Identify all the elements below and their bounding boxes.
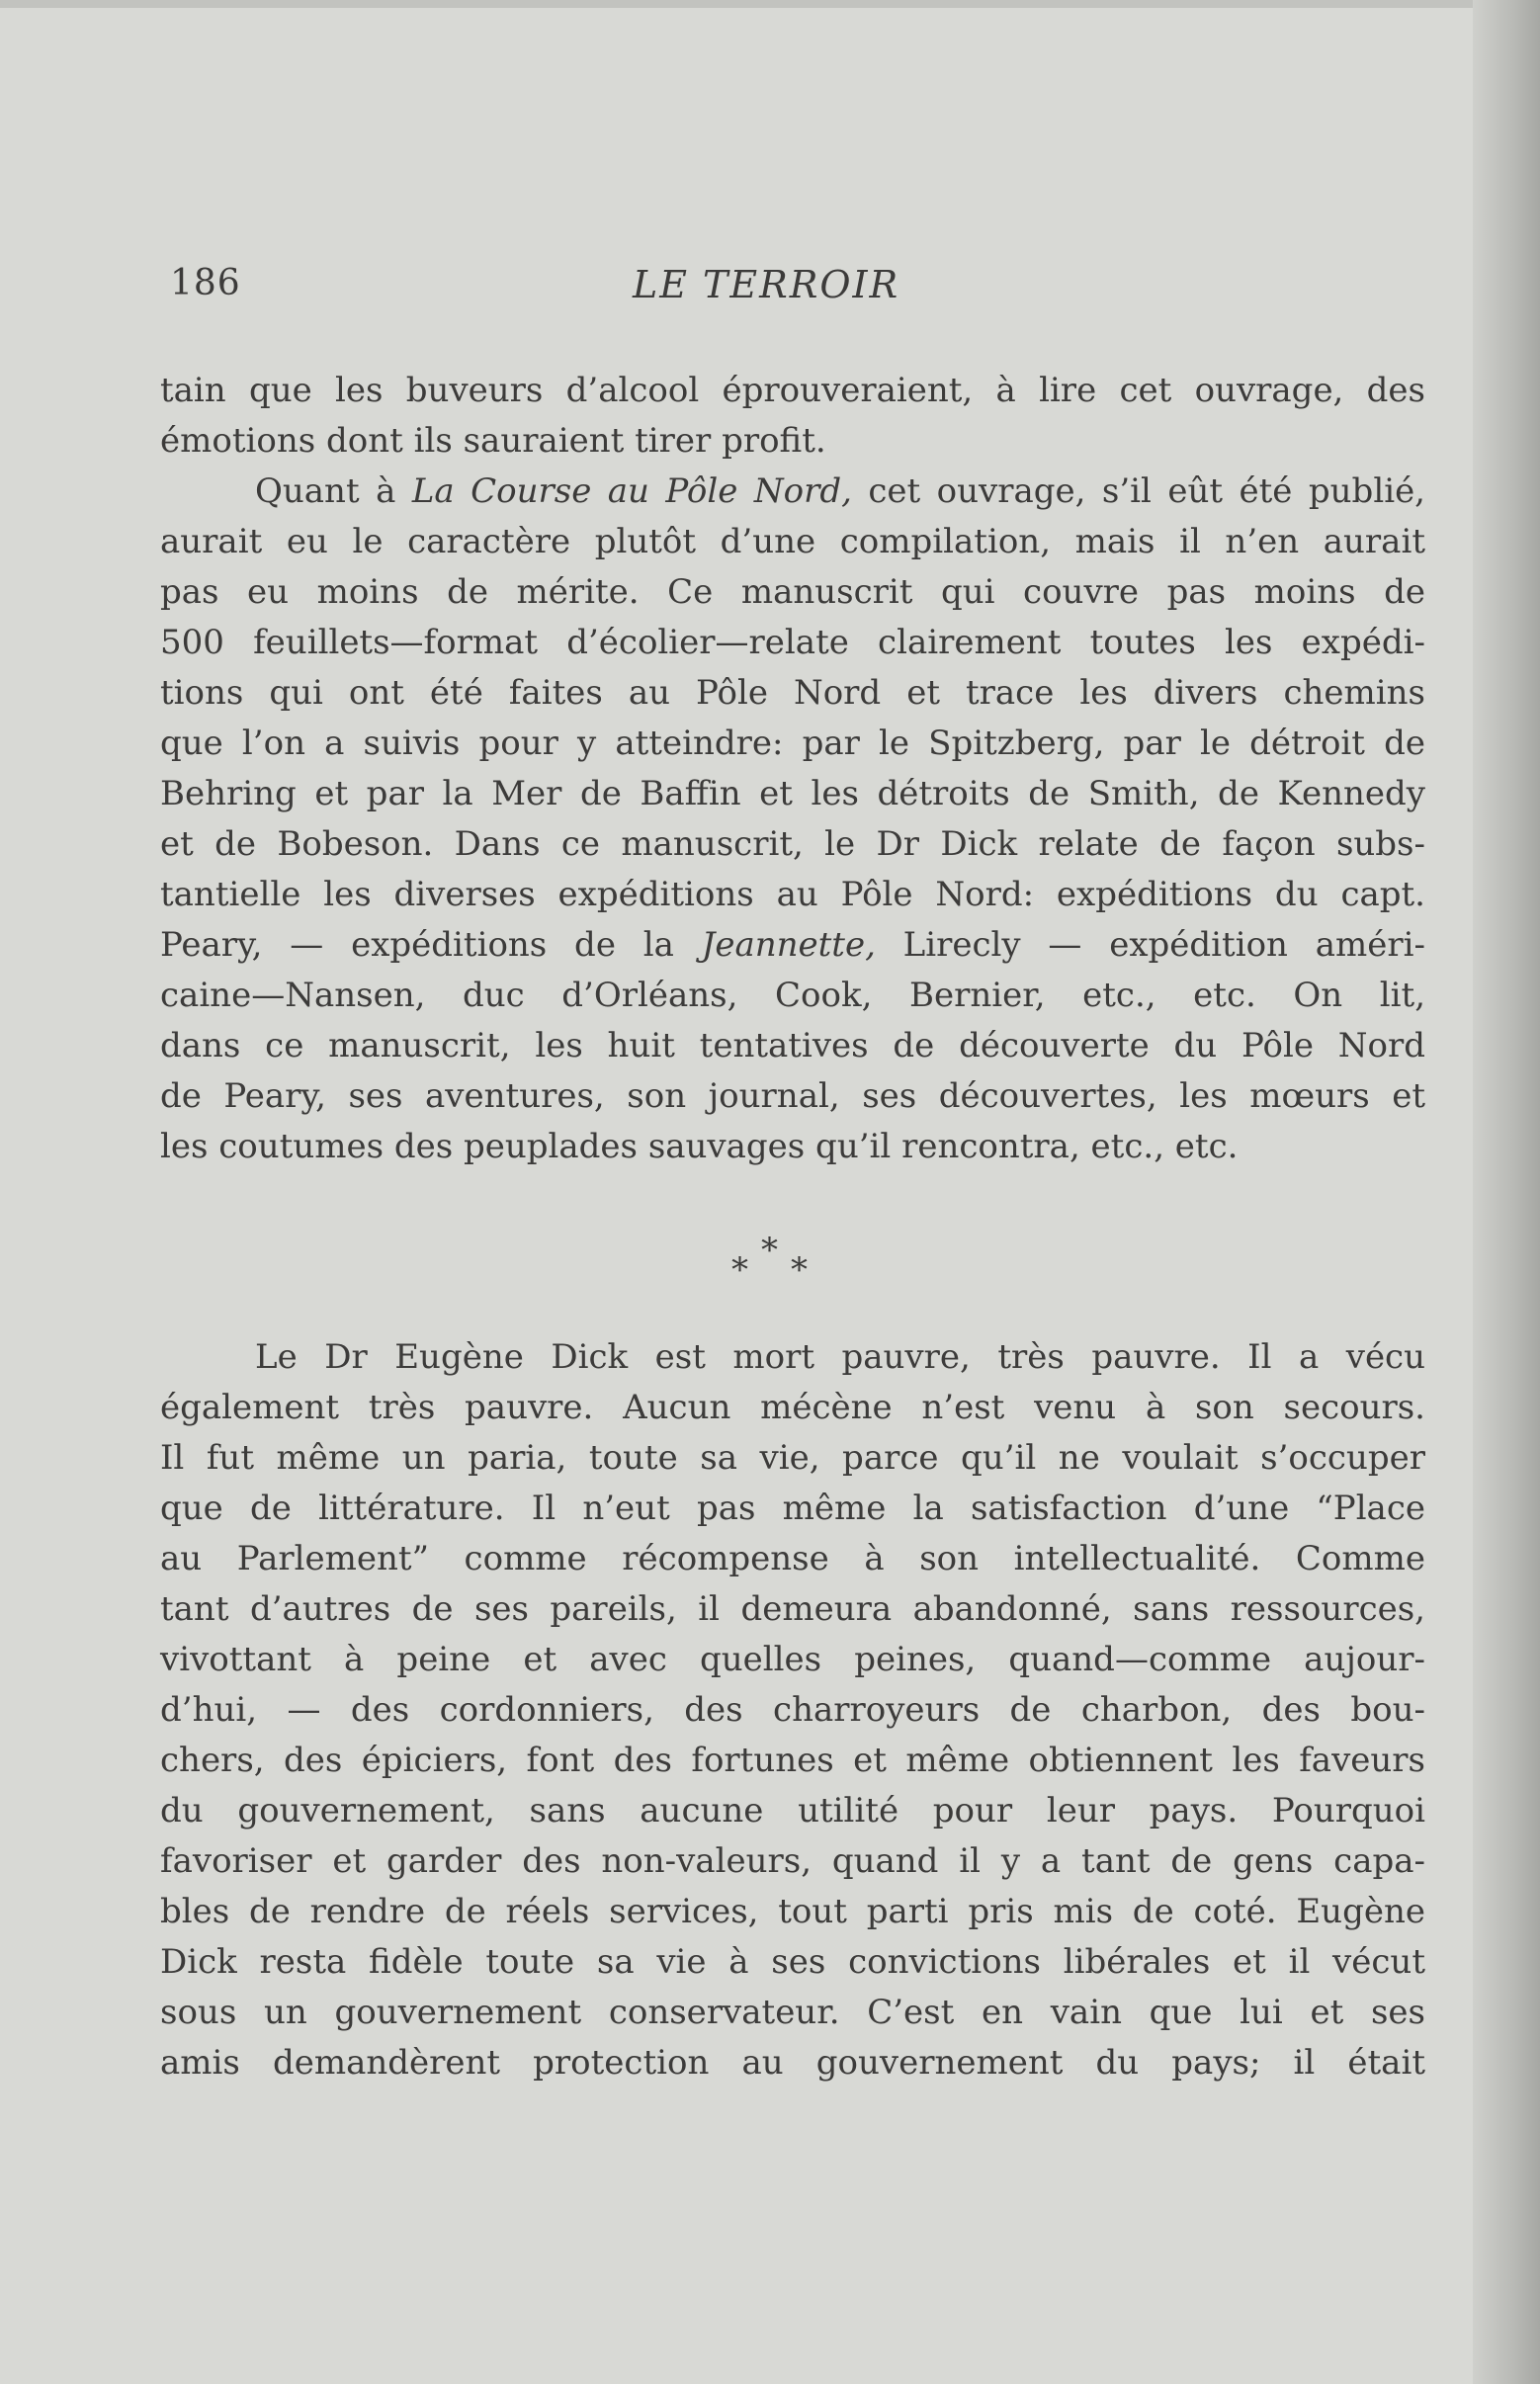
paragraph-course-au-pole-nord [160,467,1425,1172]
text-run: Quant à [255,471,412,511]
text-line: que de littérature. Il n’eut pas même la satisfaction d’une “Place [160,1489,1425,1528]
text-line: tant d’autres de ses pareils, il demeura abandonné, sans ressources, [160,1589,1425,1629]
text-line: au Parlement” comme récompense à son intellectualité. Comme [160,1539,1425,1578]
book-title: La Course au Pôle Nord, [411,471,852,511]
text-line: tain que les buveurs d’alcool éprouveraient, à lire cet ouvrage, des [160,371,1425,410]
text-line: du gouvernement, sans aucune utilité pour leur pays. Pourquoi [160,1791,1425,1831]
text-line: dans ce manuscrit, les huit tentatives de découverte du Pôle Nord [160,1026,1425,1065]
text-run: Peary, — expéditions de la [160,925,702,965]
text-line: chers, des épiciers, font des fortunes et même obtiennent les faveurs [160,1741,1425,1780]
text-line: les coutumes des peuplades sauvages qu’il rencontra, etc., etc. [160,1127,1239,1166]
text-run: cet ouvrage, s’il eût été publié, [851,471,1425,511]
asterisk: * [791,1250,808,1290]
text-run: Lirecly — expédition améri- [875,925,1425,965]
paragraph-continued [160,366,1425,467]
text-line: vivottant à peine et avec quelles peines, quand—comme aujour- [160,1640,1425,1679]
text-line: d’hui, — des cordonniers, des charroyeurs de charbon, des bou- [160,1690,1425,1730]
text-line: pas eu moins de mérite. Ce manuscrit qui couvre pas moins de [160,572,1425,612]
text-line: Behring et par la Mer de Baffin et les détroits de Smith, de Kennedy [160,774,1425,813]
text-line: favoriser et garder des non-valeurs, quand il y a tant de gens capa- [160,1841,1425,1881]
text-line: amis demandèrent protection au gouvernement du pays; il était [160,2043,1425,2083]
text-line: bles de rendre de réels services, tout parti pris mis de coté. Eugène [160,1892,1425,1931]
text-line: tantielle les diverses expéditions au Pôle Nord: expéditions du capt. [160,875,1425,914]
text-line: aurait eu le caractère plutôt d’une compilation, mais il n’en aurait [160,522,1425,561]
page-number: 186 [170,263,241,303]
section-separator-asterism [731,1231,850,1290]
running-head: LE TERROIR [633,263,900,306]
text-line: tions qui ont été faites au Pôle Nord et trace les divers chemins [160,673,1425,713]
text-line: 500 feuillets—format d’écolier—relate clairement toutes les expédi- [160,623,1425,662]
text-line: caine—Nansen, duc d’Orléans, Cook, Bernier, etc., etc. On lit, [160,976,1425,1015]
text-line: Dick resta fidèle toute sa vie à ses convictions libérales et il vécut [160,1942,1425,1982]
text-line: de Peary, ses aventures, son journal, ses découvertes, les mœurs et [160,1076,1425,1116]
paragraph-eugene-dick [160,1332,1425,2088]
page-edge-shadow [1473,0,1540,2384]
text-line: et de Bobeson. Dans ce manuscrit, le Dr Dick relate de façon subs- [160,824,1425,864]
text-line: Il fut même un paria, toute sa vie, parce qu’il ne voulait s’occuper [160,1438,1425,1478]
text-line: sous un gouvernement conservateur. C’est en vain que lui et ses [160,1993,1425,2032]
asterisk: * [731,1250,748,1290]
text-line [160,467,1425,517]
asterisk: * [761,1231,778,1270]
page-top-edge [0,0,1483,8]
text-line [160,920,1425,971]
text-line: émotions dont ils sauraient tirer profit. [160,421,826,461]
text-line: Le Dr Eugène Dick est mort pauvre, très pauvre. Il a vécu [255,1337,1425,1377]
text-line: que l’on a suivis pour y atteindre: par le Spitzberg, par le détroit de [160,724,1425,763]
text-line: également très pauvre. Aucun mécène n’est venu à son secours. [160,1388,1425,1427]
ship-name: Jeannette, [701,925,876,965]
